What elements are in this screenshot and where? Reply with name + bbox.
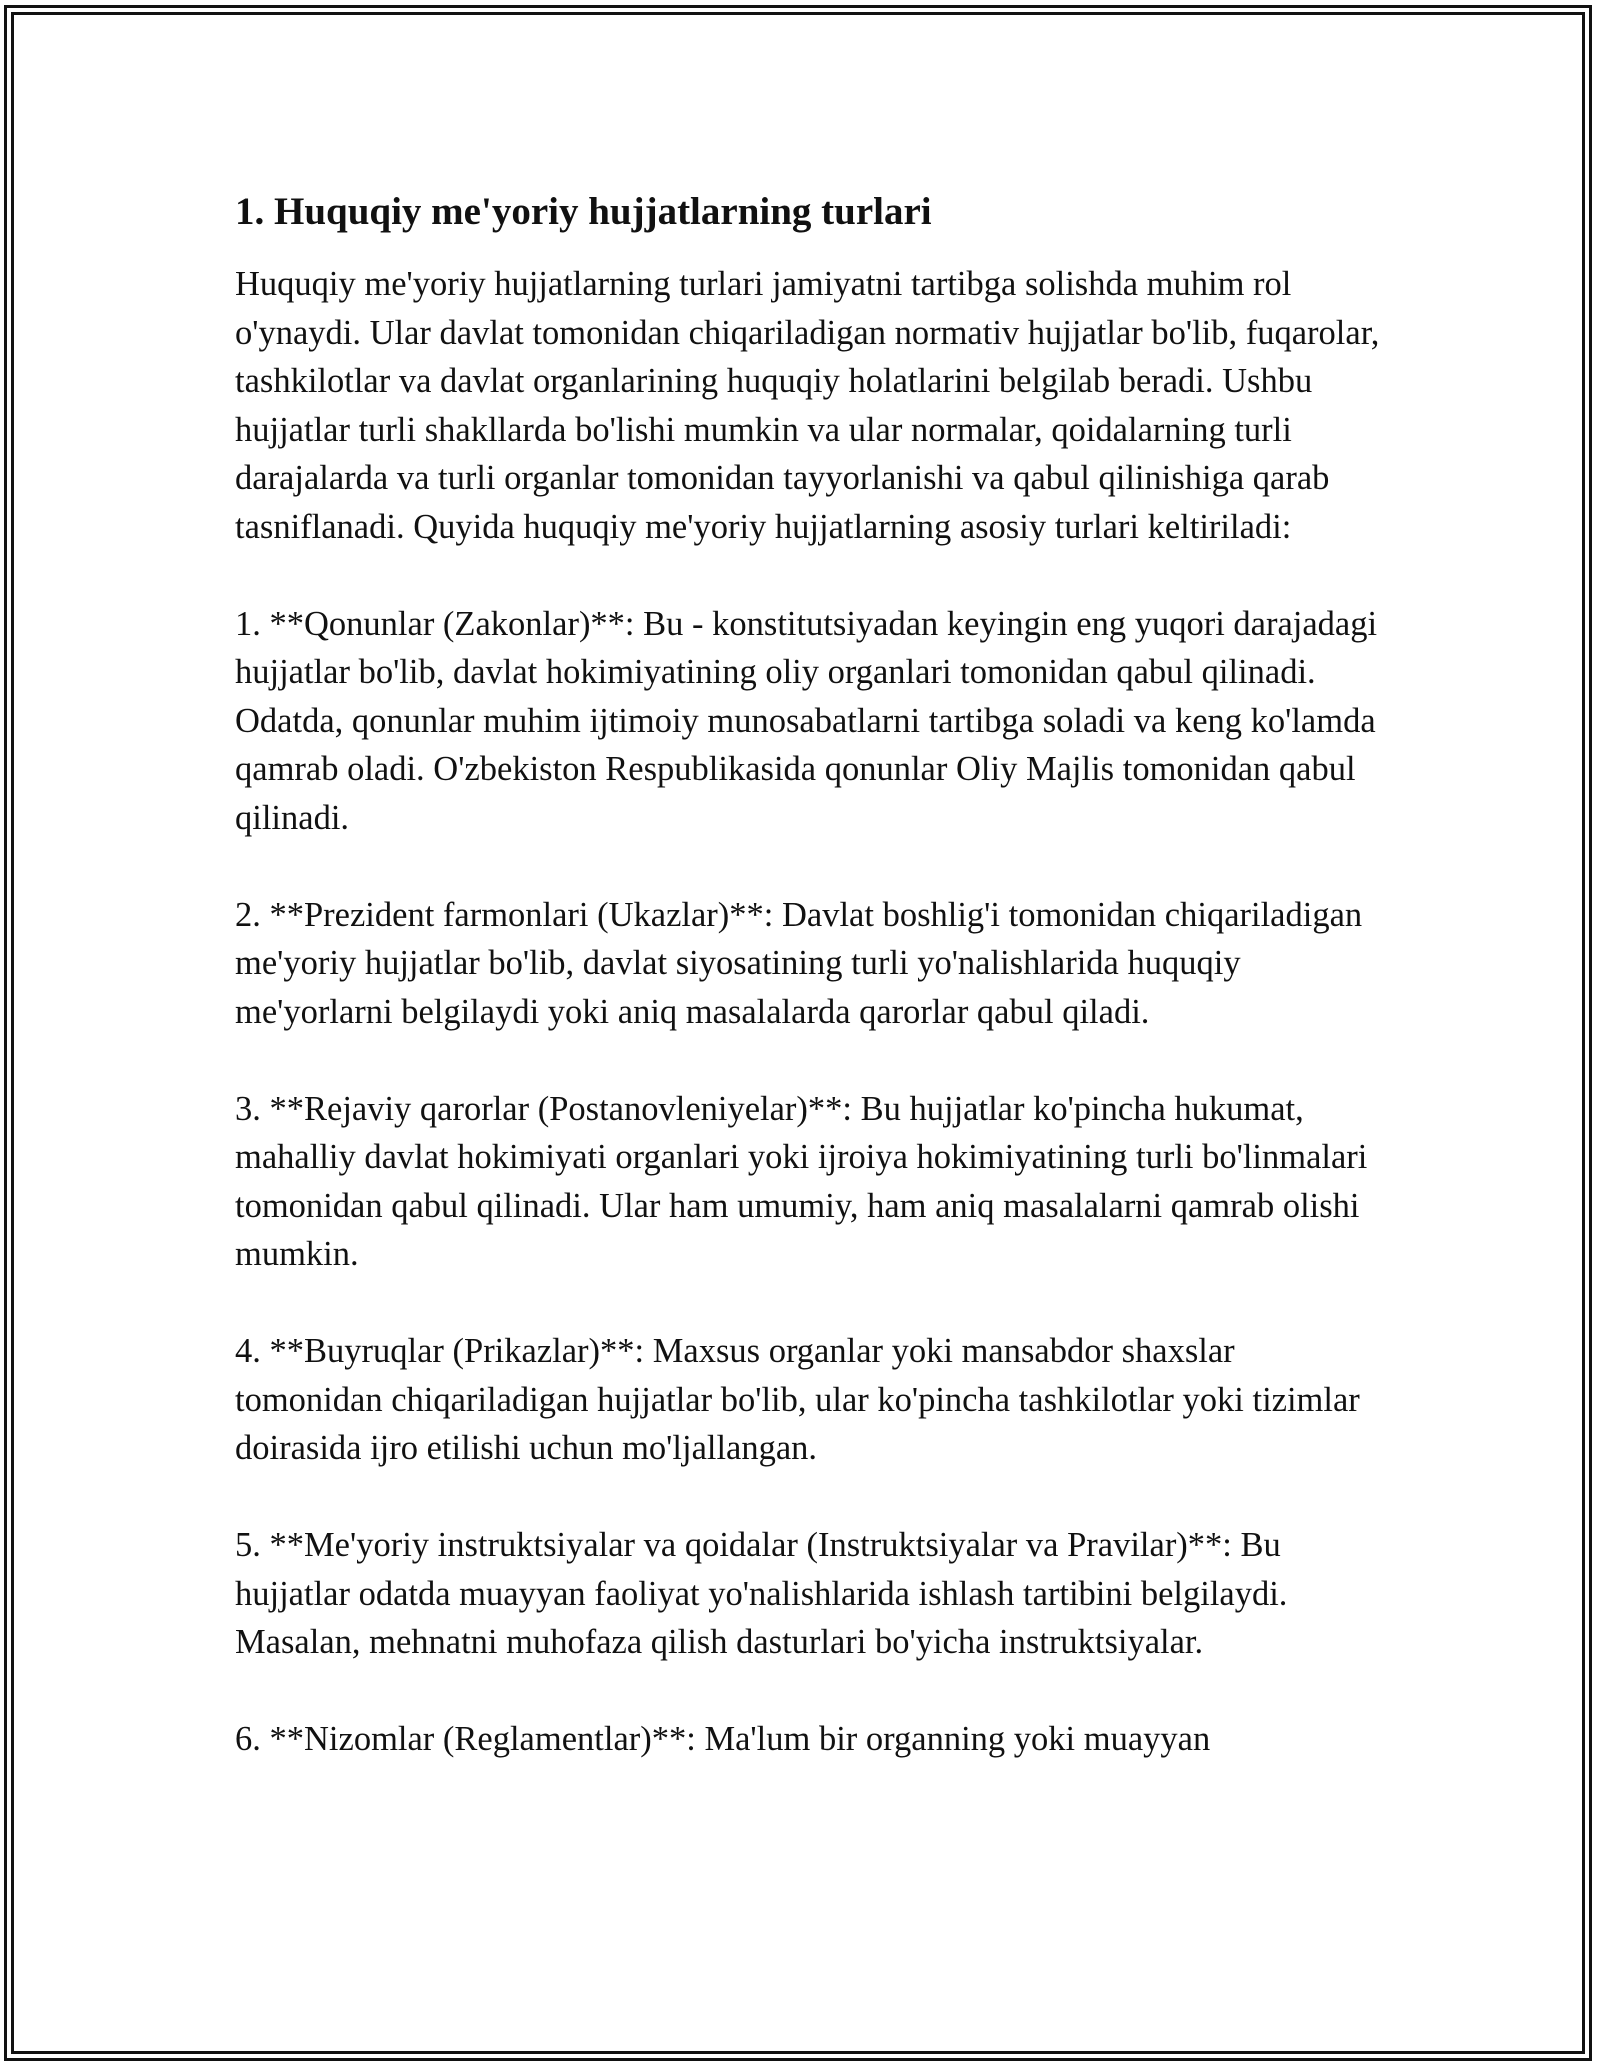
list-item-instructions: 5. **Me'yoriy instruktsiyalar va qoidalar (Instruktsiyalar va Pravilar)**: Bu hujjatlar odatda muayyan faoliyat yo'nalishlarida ishlash tartibini belgilaydi. Masalan, mehnatni muhofaza qilish dasturlari bo'yicha instruktsiyalar. <box>235 1526 1288 1661</box>
document-title: 1. Huquqiy me'yoriy hujjatlarning turlari <box>235 190 932 233</box>
intro-paragraph: Huquqiy me'yoriy hujjatlarning turlari jamiyatni tartibga solishda muhim rol o'ynaydi. Ular davlat tomonidan chiqariladigan normativ hujjatlar bo'lib, fuqarolar, tashkilotlar va davlat organlarining huquqiy holatlarini belgilab beradi. Ushbu hujjatlar turli shakllarda bo'lishi mumkin va ular normalar, qoidalarning turli darajalarda va turli organlar tomonidan tayyorlanishi va qabul qilinishiga qarab tasniflanadi. Quyida huquqiy me'yoriy hujjatlarning asosiy turlari keltiriladi: <box>235 265 1380 546</box>
list-item-laws: 1. **Qonunlar (Zakonlar)**: Bu - konstitutsiyadan keyingin eng yuqori darajadagi hujjatlar bo'lib, davlat hokimiyatining oliy organlari tomonidan qabul qilinadi. Odatda, qonunlar muhim ijtimoiy munosabatlarni tartibga soladi va keng ko'lamda qamrab oladi. O'zbekiston Respublikasida qonunlar Oliy Majlis tomonidan qabul qilinadi. <box>235 604 1378 837</box>
document-body <box>235 188 1385 1764</box>
list-item-resolutions: 3. **Rejaviy qarorlar (Postanovleniyelar)**: Bu hujjatlar ko'pincha hukumat, mahalliy davlat hokimiyati organlari yoki ijroiya hokimiyatining turli bo'linmalari tomonidan qabul qilinadi. Ular ham umumiy, ham aniq masalalarni qamrab olishi mumkin. <box>235 1089 1368 1273</box>
list-item-regulations: 6. **Nizomlar (Reglamentlar)**: Ma'lum bir organning yoki muayyan <box>235 1720 1211 1758</box>
list-item-orders: 4. **Buyruqlar (Prikazlar)**: Maxsus organlar yoki mansabdor shaxslar tomonidan chiqariladigan hujjatlar bo'lib, ular ko'pincha tashkilotlar yoki tizimlar doirasida ijro etilishi uchun mo'ljallangan. <box>235 1332 1360 1467</box>
list-item-decrees: 2. **Prezident farmonlari (Ukazlar)**: Davlat boshlig'i tomonidan chiqariladigan me'yoriy hujjatlar bo'lib, davlat siyosatining turli yo'nalishlarida huquqiy me'yorlarni belgilaydi yoki aniq masalalarda qarorlar qabul qiladi. <box>235 895 1363 1031</box>
